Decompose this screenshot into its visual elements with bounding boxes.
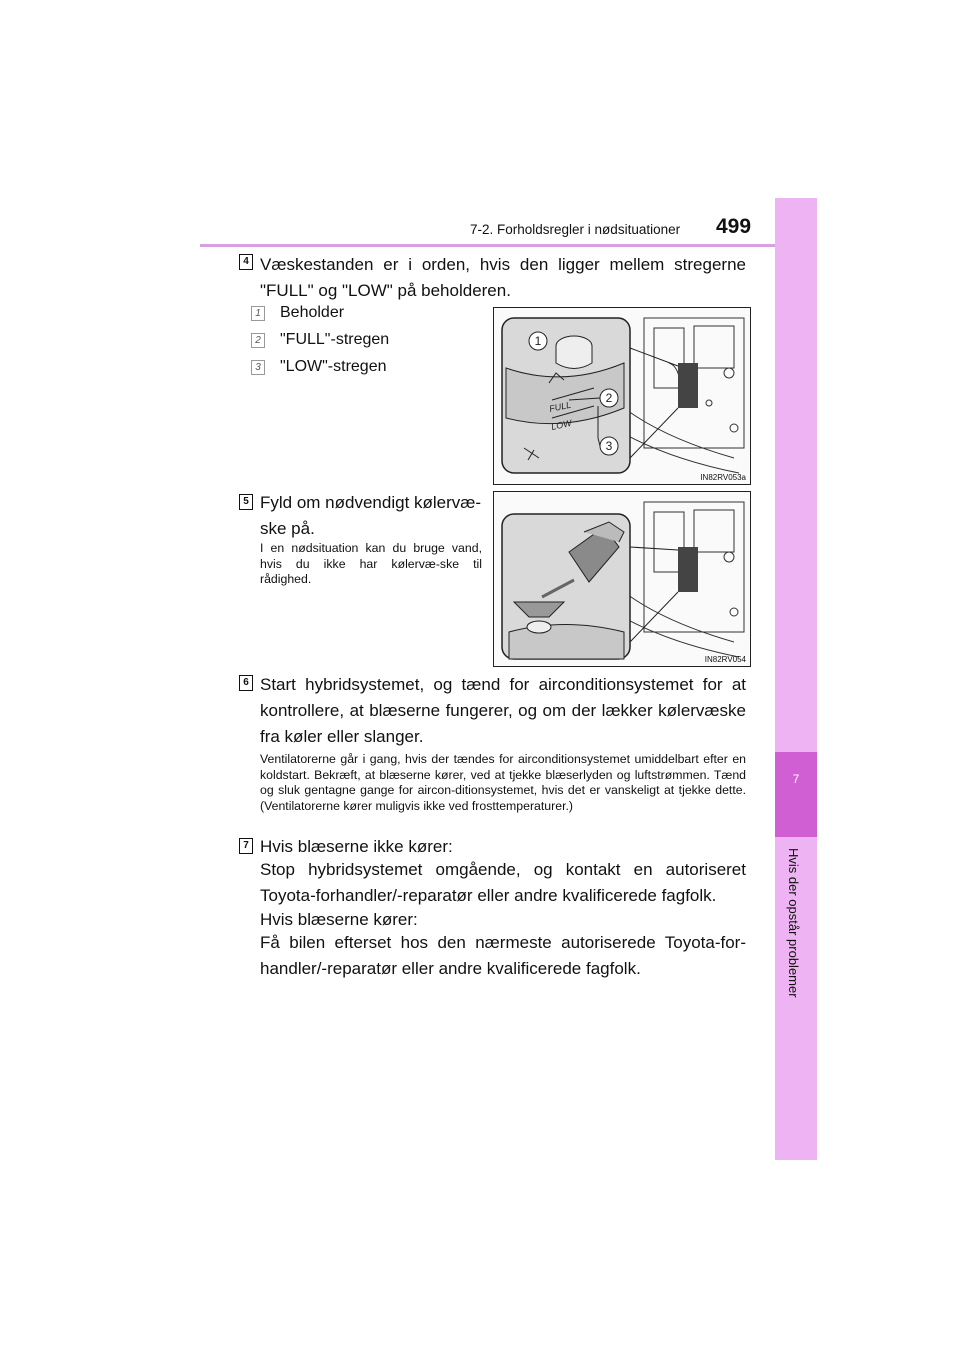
step-4-marker: 4: [239, 254, 253, 270]
step-7-text-a: Hvis blæserne ikke kører:: [260, 837, 453, 856]
callout-3: 3: [605, 439, 613, 453]
reservoir-highlight: [678, 363, 698, 408]
step-5-note: I en nødsituation kan du bruge vand, hvis du ikke har kølervæ-ske til rådighed.: [260, 541, 482, 586]
step-5-text: Fyld om nødvendigt kølervæ-ske på.: [260, 493, 482, 538]
step-6-marker: 6: [239, 675, 253, 691]
chapter-title: Hvis der opstår problemer: [786, 848, 801, 998]
section-title: 7-2. Forholdsregler i nødsituationer: [470, 222, 681, 237]
step-5-marker: 5: [239, 494, 253, 510]
step-4-text: Væskestanden er i orden, hvis den ligger mellem stregerne "FULL" og "LOW" på beholderen.: [260, 255, 746, 300]
figure-1-id: IN82RV053a: [700, 473, 746, 482]
refill-coolant-illustration: [494, 492, 750, 666]
step-6-text: Start hybridsystemet, og tænd for airconditionsystemet for at kontrollere, at blæserne fungerer, og om der lækker kølervæske fra køler eller slanger.: [260, 675, 746, 746]
full-mark-label: FULL: [548, 399, 572, 414]
step-7-marker: 7: [239, 838, 253, 854]
coolant-reservoir-illustration: [494, 308, 750, 484]
page-number: 499: [716, 215, 752, 238]
callout-2: 2: [605, 391, 613, 405]
chapter-side-tab[interactable]: [775, 198, 817, 1160]
figure-refill-coolant: [493, 491, 751, 667]
step-7-text-c: Hvis blæserne kører:: [260, 910, 418, 929]
step-6-note: Ventilatorerne går i gang, hvis der tændes for airconditionsystemet umiddelbart efter en koldstart. Bekræft, at blæserne kører, ved at tjekke blæserlyden og luftstrømmen. Tænd og sluk gentagne gange for aircon-ditionsystemet, hvis det er vanskeligt at tjekke dette. (Ventilatorerne kører muligvis ikke ved frosttemperaturer.): [260, 752, 746, 813]
reservoir-highlight-2: [678, 547, 698, 592]
item-3-label: "LOW"-stregen: [280, 358, 387, 375]
step-7-text-b: Stop hybridsystemet omgående, og kontakt en autoriseret Toyota-forhandler/-reparatør eller andre kvalificerede fagfolk.: [260, 860, 746, 905]
header-divider: [200, 244, 817, 247]
low-mark-label: LOW: [550, 417, 573, 432]
step-7-text-d: Få bilen efterset hos den nærmeste autoriserede Toyota-for-handler/-reparatør eller andre kvalificerede fagfolk.: [260, 933, 746, 978]
callout-1: 1: [534, 334, 542, 348]
item-1-label: Beholder: [280, 304, 345, 321]
item-2-marker: 2: [251, 333, 265, 348]
item-1-marker: 1: [251, 306, 265, 321]
item-3-marker: 3: [251, 360, 265, 375]
item-2-label: "FULL"-stregen: [280, 331, 390, 348]
chapter-number: 7: [792, 772, 800, 786]
figure-coolant-reservoir: [493, 307, 751, 485]
figure-2-id: IN82RV054: [704, 655, 746, 664]
chapter-side-tab-active[interactable]: [775, 752, 817, 837]
